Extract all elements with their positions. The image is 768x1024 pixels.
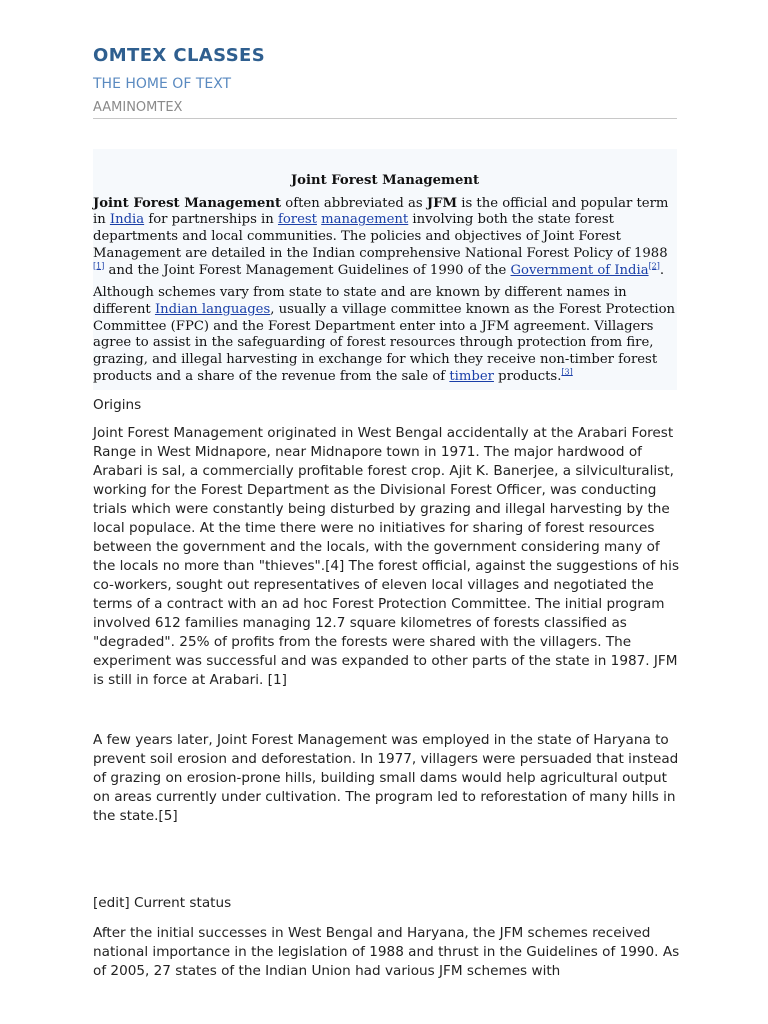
text-run: products. [493,368,562,384]
abbr-bold: JFM [426,195,458,211]
haryana-text: A few years later, Joint Forest Management was employed in the state of Haryana to prevent soil erosion and deforestation. In 1977, villagers were persuaded that instead of grazing on erosion-prone hills, building small dams would help agricultural output on areas currently under cultivation. The program led to reforestation of many hills in the state.[5] [93,732,679,824]
link-forest[interactable]: forest [277,212,317,228]
origins-text: Joint Forest Management originated in West Bengal accidentally at the Arabari Forest Range in West Midnapore, near Midnapore town in 1971. The major hardwood of Arabari is sal, a commercially profitable forest crop. Ajit K. Banerjee, a silviculturalist, working for the Forest Department as the Divisional Forest Officer, was conducting trials which were constantly being disturbed by grazing and illegal harvesting by the local populace. At the time there were no initiatives for sharing of forest resources between the government and the locals, with the government considering many of the locals no more than "thieves".[4] The forest official, against the suggestions of his co-workers, sought out representatives of eleven local villages and negotiated the terms of a contract with an ad hoc Forest Protection Committee. The initial program involved 612 families managing 12.7 square kilometres of forests classified as "degraded". 25% of profits from the forests were shared with the villagers. The experiment was successful and was expanded to other parts of the state in 1987. JFM is still in force at Arabari. [1] [93,425,680,688]
origins-paragraph [93,424,683,690]
text-run: for partnerships in [144,212,278,228]
haryana-paragraph [93,731,683,826]
wiki-paragraph-1 [93,196,677,280]
ref-1-link[interactable]: [1] [93,261,105,271]
site-title[interactable]: OMTEX CLASSES [93,45,266,66]
text-run: . [659,262,665,278]
current-status-paragraph [93,924,683,981]
link-management[interactable]: management [321,212,409,228]
origins-heading: Origins [93,397,142,413]
wiki-paragraph-2 [93,285,677,385]
text-run: is the official and popular term in [93,195,669,228]
link-government-of-india[interactable]: Government of India [510,262,649,278]
site-tagline: THE HOME OF TEXT [93,76,232,92]
site-header [93,44,677,119]
text-run: , usually a village committee known as the Forest Protection Committee (FPC) and the Forest Department enter into a JFM agreement. Villagers agree to assist in the safeguarding of forest resources through protection from fire, grazing, and illegal harvesting in exchange for which they receive non-timber forest products and a share of the revenue from the sale of [93,301,676,384]
text-run: often abbreviated as [281,195,427,211]
current-status-heading: [edit] Current status [93,895,232,911]
current-status-text: After the initial successes in West Bengal and Haryana, the JFM schemes received national importance in the legislation of 1988 and thrust in the Guidelines of 1990. As of 2005, 27 states of the Indian Union had various JFM schemes with [93,925,680,979]
wiki-excerpt-box [93,149,677,390]
text-run: involving both the state forest departments and local communities. The policies and objectives of Joint Forest Management are detailed in the Indian comprehensive National Forest Policy of 1988 [93,212,668,261]
text-run: Although schemes vary from state to state and are known by different names in different [93,285,627,317]
ref-3-link[interactable]: [3] [561,367,573,377]
site-author: AAMINOMTEX [93,99,677,119]
ref-2-link[interactable]: [2] [648,261,660,271]
term-bold: Joint Forest Management [93,195,282,211]
wiki-heading: Joint Forest Management [290,173,480,188]
link-india[interactable]: India [109,212,145,228]
link-indian-languages[interactable]: Indian languages [154,301,271,317]
text-run: and the Joint Forest Management Guidelines of 1990 of the [104,262,511,278]
link-timber[interactable]: timber [449,368,494,384]
